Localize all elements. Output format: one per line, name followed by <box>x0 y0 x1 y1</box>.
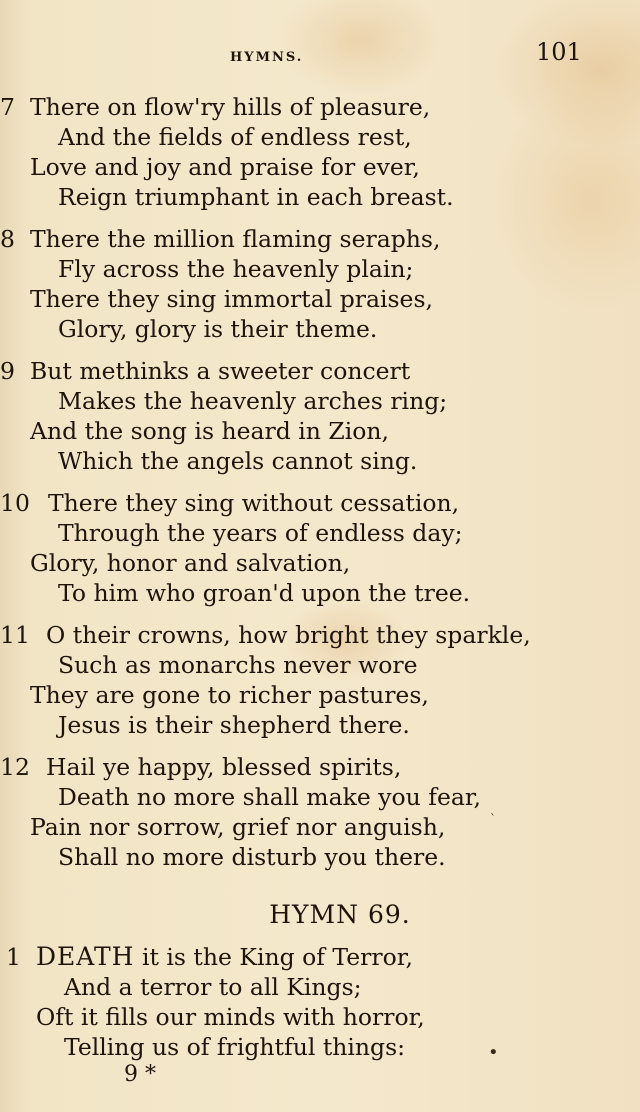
stanza-line: There they sing without cessation, <box>48 489 460 517</box>
stanza-8 <box>0 224 640 344</box>
stanza-line: And the song is heard in Zion, <box>30 417 389 445</box>
stanza-number: 11 <box>0 621 30 649</box>
stanza-number: 1 <box>6 943 21 971</box>
stanza-line: Telling us of frightful things: <box>64 1033 406 1061</box>
stanza-line: Death no more shall make you fear, <box>58 783 481 811</box>
stanza-number: 9 <box>0 357 15 385</box>
hymn-69-stanza-1 <box>0 942 640 1062</box>
stanza-10 <box>0 488 640 608</box>
stanza-12 <box>0 752 640 872</box>
stanza-9 <box>0 356 640 476</box>
stanza-line: To him who groan'd upon the tree. <box>58 579 471 607</box>
stanza-7 <box>0 92 640 212</box>
stanza-line: O their crowns, how bright they sparkle, <box>46 621 531 649</box>
hymn-stanzas <box>0 92 640 884</box>
stanza-line: Glory, glory is their theme. <box>58 315 378 343</box>
signature-mark: 9 * <box>124 1062 156 1087</box>
running-head: HYMNS. <box>230 50 304 65</box>
stanza-line: Which the angels cannot sing. <box>58 447 418 475</box>
stanza-line: Such as monarchs never wore <box>58 651 418 679</box>
stanza-line: Pain nor sorrow, grief nor anguish, <box>30 813 446 841</box>
hymn-69-title: HYMN 69. <box>269 900 411 929</box>
stanza-line: They are gone to richer pastures, <box>30 681 429 709</box>
stanza-line: There on flow'ry hills of pleasure, <box>30 93 431 121</box>
stanza-line: Hail ye happy, blessed spirits, <box>46 753 402 781</box>
stanza-11 <box>0 620 640 740</box>
stanza-line: Oft it fills our minds with horror, <box>36 1003 425 1031</box>
stanza-line: And the fields of endless rest, <box>58 123 412 151</box>
stanza-line: Jesus is their shepherd there. <box>58 711 410 739</box>
stanza-line <box>0 942 640 972</box>
stanza-line: And a terror to all Kings; <box>64 973 362 1001</box>
ink-speck: • <box>488 1042 499 1063</box>
stanza-line: Makes the heavenly arches ring; <box>58 387 448 415</box>
stanza-number: 12 <box>0 753 30 781</box>
first-line-rest: it is the King of Terror, <box>141 943 413 971</box>
stanza-number: 10 <box>0 489 30 517</box>
stanza-line: Glory, honor and salvation, <box>30 549 351 577</box>
stanza-number: 7 <box>0 93 15 121</box>
stanza-line: There the million flaming seraphs, <box>30 225 441 253</box>
drop-word: DEATH <box>36 942 135 971</box>
ink-speck: ` <box>490 812 496 826</box>
stanza-line: There they sing immortal praises, <box>30 285 433 313</box>
stanza-line: Reign triumphant in each breast. <box>58 183 454 211</box>
stanza-line: Through the years of endless day; <box>58 519 463 547</box>
page-header <box>0 38 640 74</box>
stanza-line: Fly across the heavenly plain; <box>58 255 414 283</box>
stanza-number: 8 <box>0 225 15 253</box>
stanza-line: But methinks a sweeter concert <box>30 357 411 385</box>
page-number: 101 <box>536 38 582 66</box>
stanza-line: Shall no more disturb you there. <box>58 843 446 871</box>
stanza-line: Love and joy and praise for ever, <box>30 153 420 181</box>
